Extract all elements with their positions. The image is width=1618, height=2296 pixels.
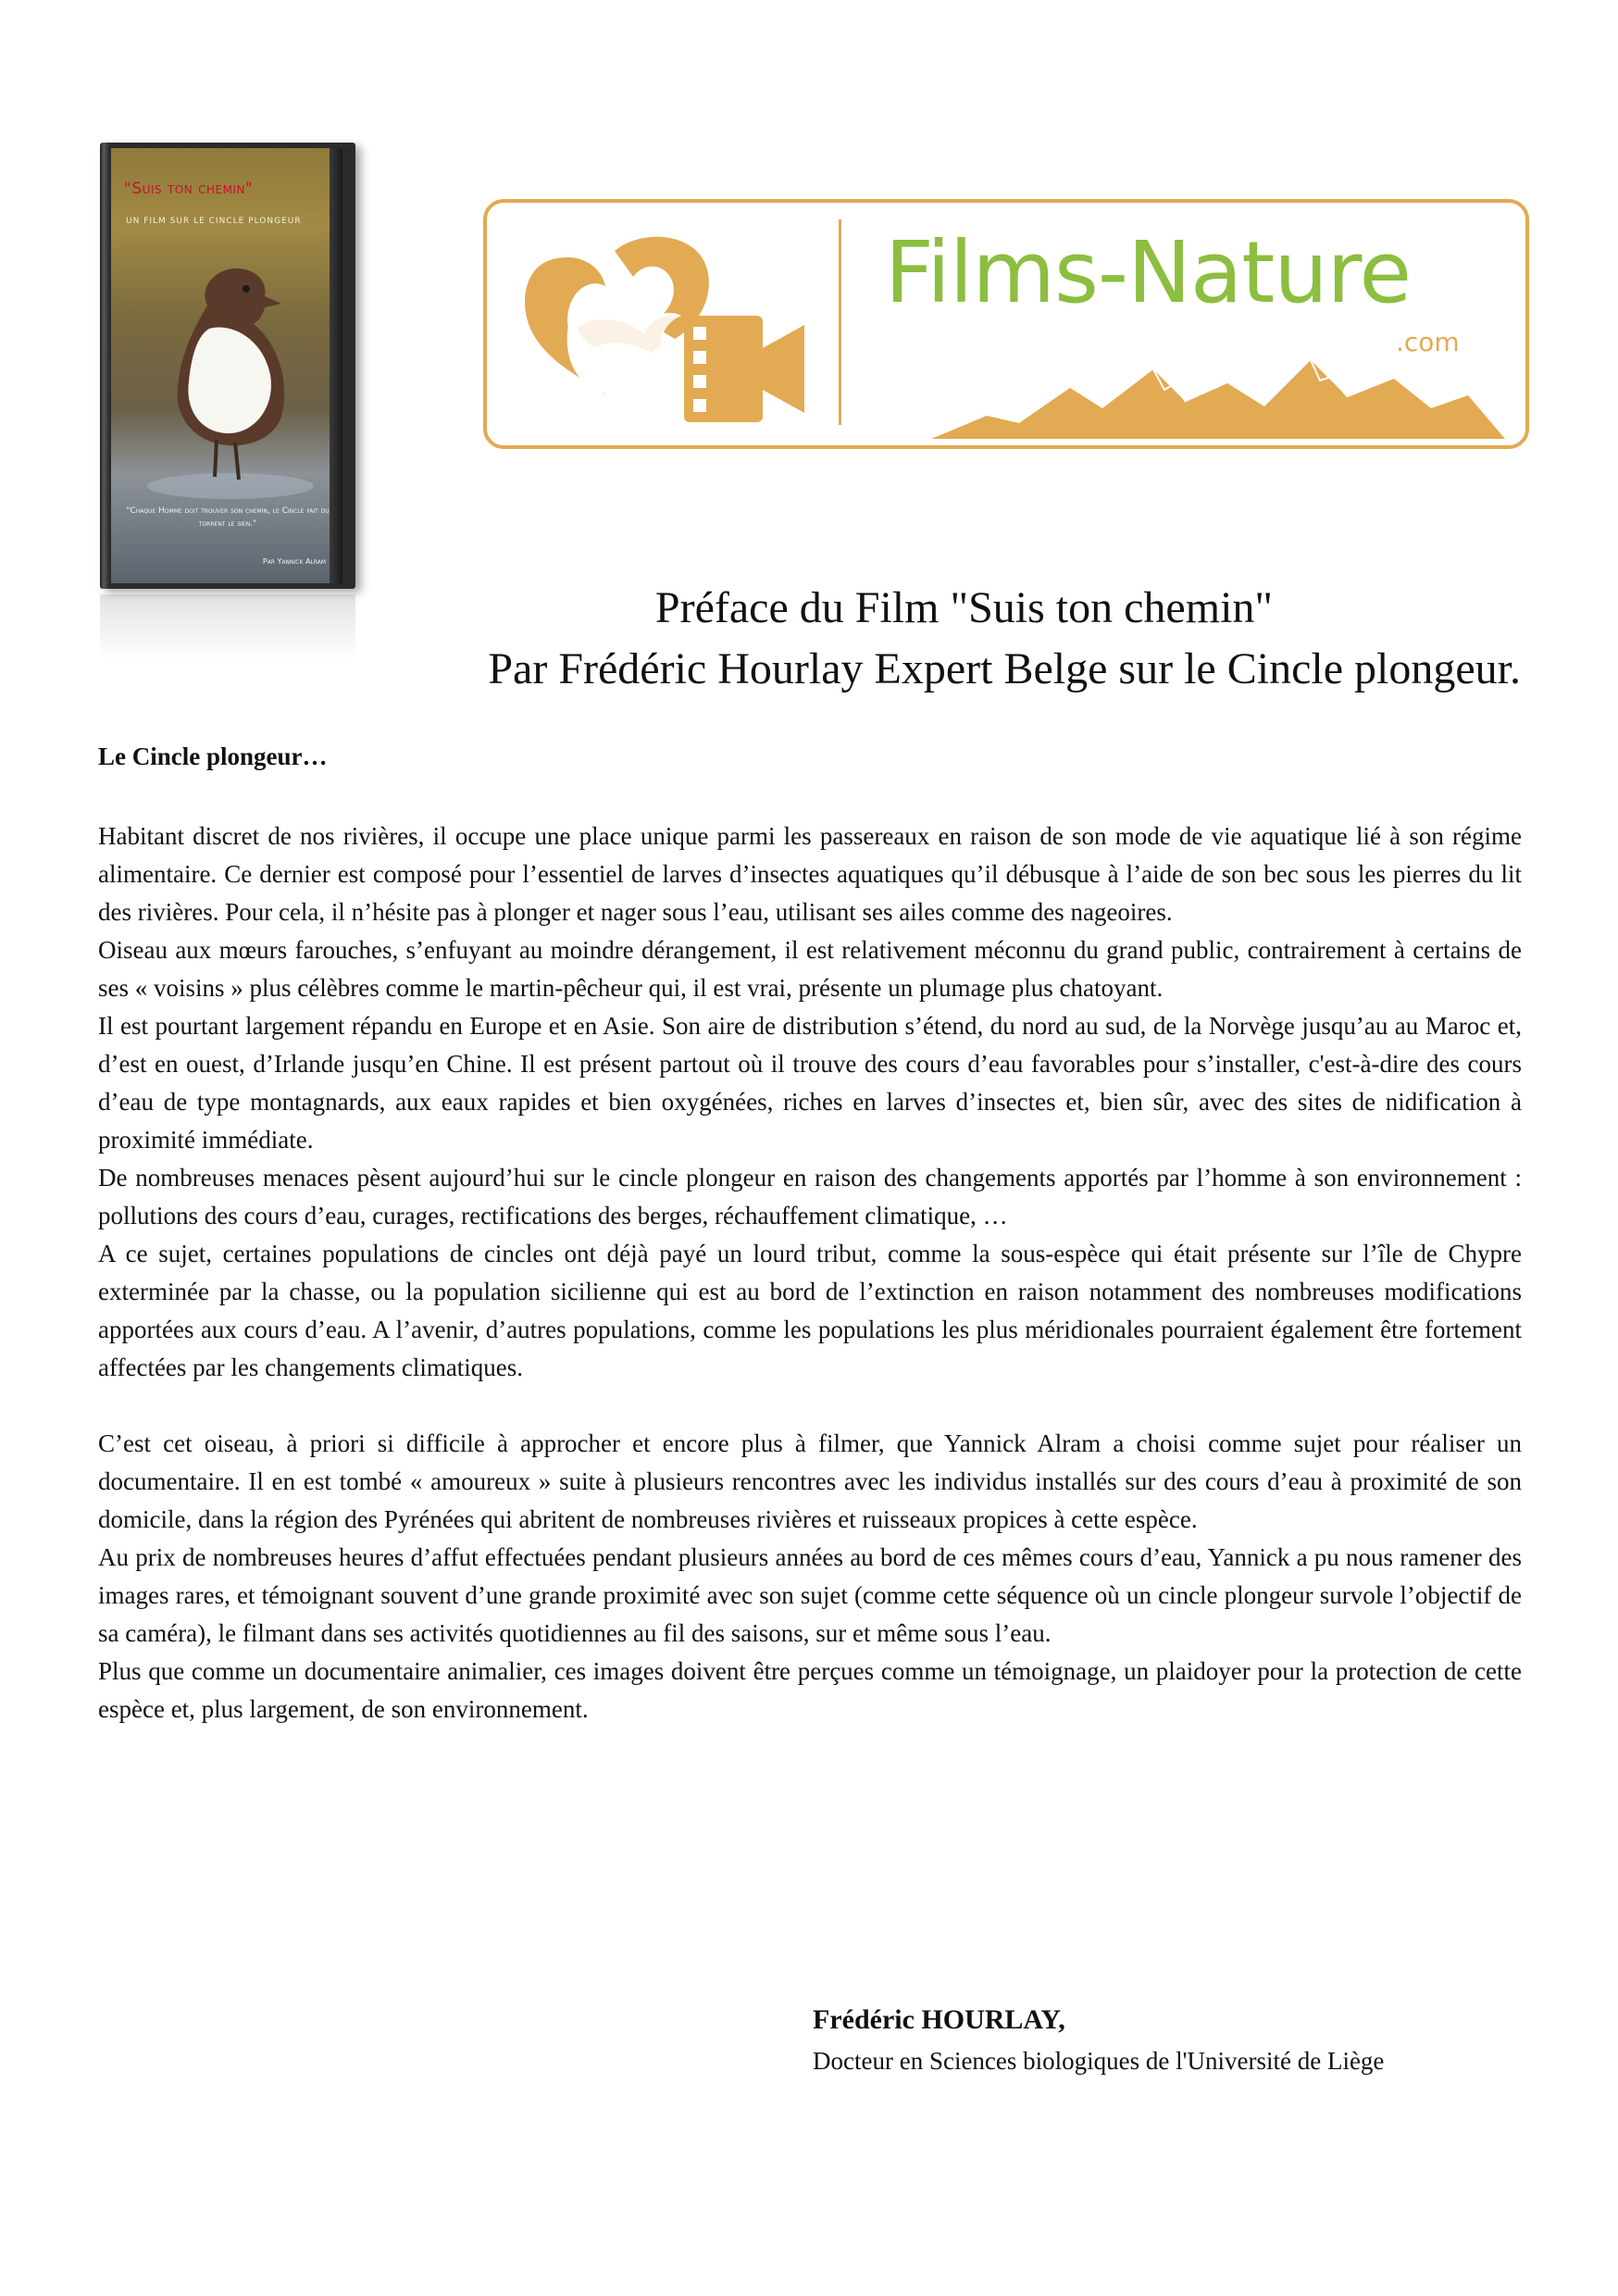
logo-wordmark: Films-Nature [885,223,1412,322]
paragraph: De nombreuses menaces pèsent aujourd’hui sur le cincle plongeur en raison des changements apportés par l’homme à son environnement : pollutions des cours d’eau, curages, rectifications des berges, réchauffement climatique, … [98,1164,1522,1229]
paragraph: A ce sujet, certaines populations de cincles ont déjà payé un lourd tribut, comme la sous-espèce qui était présente sur l’île de Chypre exterminée par la chasse, ou la population sicilienne qui est au bord de l’extinction en raison notamment des nombreuses modifications apportées aux cours d’eau. A l’avenir, d’autres populations, comme les populations les plus méridionales pourraient également être fortement affectées par les changements climatiques. [98,1240,1522,1381]
dvd-author: Par Yannick Alram [262,557,326,566]
dipper-bird-illustration [143,250,318,500]
preface-body [98,817,1522,1728]
paragraph: Au prix de nombreuses heures d’affut effectuées pendant plusieurs années au bord de ces mêmes cours d’eau, Yannick a pu nous ramener des images rares, et témoignant souvent d’une grande proximité avec son sujet (comme cette séquence où un cincle plongeur survole l’objectif de sa caméra), le filmant dans ses activités quotidiennes au fil des saisons, sur et même sous l’eau. [98,1543,1522,1647]
paragraph: C’est cet oiseau, à priori si difficile à approcher et encore plus à filmer, que Yannick Alram a choisi comme sujet pour réaliser un documentaire. Il en est tombé « amoureux » suite à plusieurs rencontres avec les individus installés sur des cours d’eau à proximité de son domicile, dans la région des Pyrénées qui abritent de nombreuses rivières et ruisseaux propices à cette espèce. [98,1429,1522,1533]
preface-title [0,581,1555,635]
paragraph: Habitant discret de nos rivières, il occupe une place unique parmi les passereaux en raison de son mode de vie aquatique lié à son régime alimentaire. Ce dernier est composé pour l’essentiel de larves d’insectes aquatiques qu’il débusque à l’aide de son bec sous les pierres du lit des rivières. Pour cela, il n’hésite pas à plonger et nager sous l’eau, utilisant ses ailes comme des nageoires. [98,822,1522,926]
dvd-artwork [111,148,342,583]
dvd-case [100,143,355,589]
preface-title-text: Préface du Film "Suis ton chemin" [654,583,1273,632]
mountains-icon [931,351,1505,442]
logo-divider [839,219,841,425]
dvd-quote: "Chaque Homme doit trouver son chemin, le Cincle fait du torrent le sien." [126,506,330,529]
paragraph: Il est pourtant largement répandu en Europe et en Asie. Son aire de distribution s’étend, du nord au sud, de la Norvège jusqu’au au Maroc et, d’est en ouest, d’Irlande jusqu’en Chine. Il est présent partout où il trouve des cours d’eau favorables pour s’installer, c'est-à-dire des cours d’eau de type montagnards, aux eaux rapides et bien oxygénées, riches en larves d’insectes et, bien sûr, avec des sites de nidification à proximité immédiate. [98,1012,1522,1154]
signature-block [813,2000,1535,2081]
dvd-title: "Suis ton chemin" [124,180,254,198]
preface-author-line: Par Frédéric Hourlay Expert Belge sur le Cincle plongeur. [488,644,1521,693]
paragraph: Plus que comme un documentaire animalier, ces images doivent être perçues comme un témoignage, un plaidoyer pour la protection de cette espèce et, plus largement, de son environnement. [98,1657,1522,1723]
signature-title: Docteur en Sciences biologiques de l'Université de Liège [813,2047,1385,2075]
heart-bird-camera-icon [513,223,809,427]
paragraph: Oiseau aux mœurs farouches, s’enfuyant au moindre dérangement, il est relativement méconnu du grand public, contrairement à certains de ses « voisins » plus célèbres comme le martin-pêcheur qui, il est vrai, présente un plumage plus chatoyant. [98,936,1522,1002]
signature-name: Frédéric HOURLAY, [813,2004,1065,2035]
dvd-spine [330,148,342,583]
films-nature-logo [483,199,1529,449]
logo-domain-suffix: .com [1396,327,1460,357]
paragraph-gap [98,1387,1522,1425]
dvd-cover-image [93,139,458,657]
section-heading: Le Cincle plongeur… [98,742,328,770]
dvd-subtitle: UN FILM SUR LE CINCLE PLONGEUR [126,217,302,226]
